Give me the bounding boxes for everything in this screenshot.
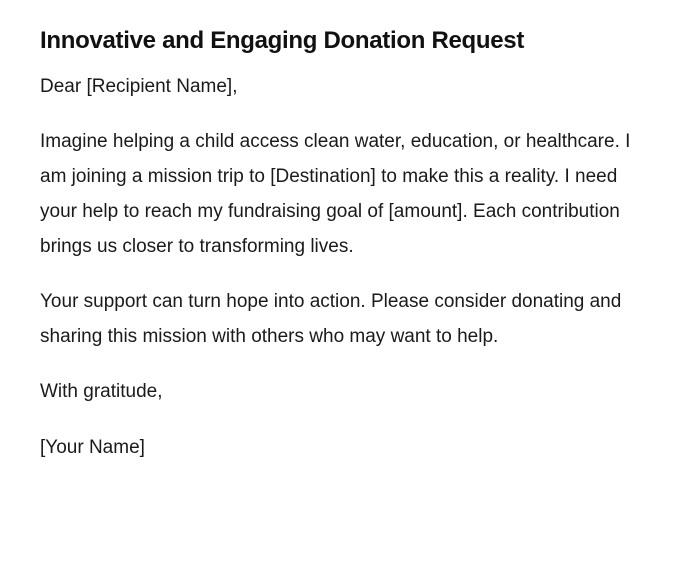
letter-closing: With gratitude, [40, 381, 163, 402]
letter-salutation: Dear [Recipient Name], [40, 76, 238, 97]
letter-paragraph-1: Imagine helping a child access clean water, education, or healthcare. I am joining a mission trip to [Destination] to make this a reality. I need your help to reach my fundraising goal of [amount]. Each contribution brings us closer to transforming lives. [40, 131, 631, 257]
letter-paragraph-2: Your support can turn hope into action. Please consider donating and sharing this mission with others who may want to help. [40, 291, 622, 347]
letter-title: Innovative and Engaging Donation Request [40, 27, 525, 54]
letter-document [40, 24, 640, 465]
letter-signature: [Your Name] [40, 437, 145, 458]
